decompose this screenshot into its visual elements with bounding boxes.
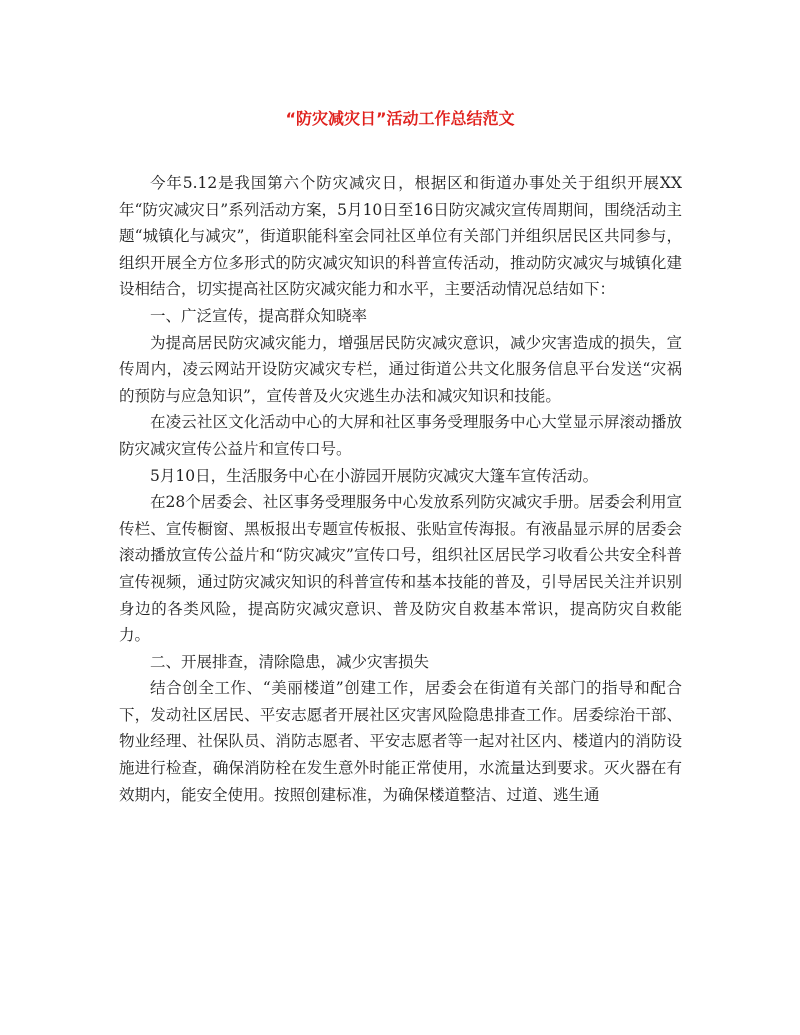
section-heading-2: 二、开展排查，清除隐患，减少灾害损失 [150, 652, 430, 671]
paragraph-handbook: 在28个居委会、社区事务受理服务中心发放系列防灾减灾手册。居委会利用宣传栏、宣传橱窗、黑板报出专题宣传板报、张贴宣传海报。有液晶显示屏的居委会滚动播放宣传公益片和“防灾减灾”宣传口号，组织社区居民学习收看公共安全科普宣传视频，通过防灾减灾知识的科普宣传和基本技能的普及，引导居民关注并识别身边的各类风险，提高防灾减灾意识、普及防灾自救基本常识，提高防灾自救能力。 [119, 493, 682, 645]
paragraph-inspection: 结合创全工作、“美丽楼道”创建工作，居委会在街道有关部门的指导和配合下，发动社区居民、平安志愿者开展社区灾害风险隐患排查工作。居委综治干部、物业经理、社保队员、消防志愿者、平安志愿者等一起对社区内、楼道内的消防设施进行检查，确保消防栓在发生意外时能正常使用，水流量达到要求。灭火器在有效期内，能安全使用。按照创建标准，为确保楼道整洁、过道、逃生通 [119, 679, 682, 804]
paragraph-intro: 今年5.12是我国第六个防灾减灾日，根据区和街道办事处关于组织开展XX年“防灾减灾日”系列活动方案，5月10日至16日防灾减灾宣传周期间，围绕活动主题“城镇化与减灾”，街道职能科室会同社区单位有关部门并组织居民区共同参与，组织开展全方位多形式的防灾减灾知识的科普宣传活动，推动防灾减灾与城镇化建设相结合，切实提高社区防灾减灾能力和水平，主要活动情况总结如下： [119, 174, 682, 299]
paragraph-screen: 在凌云社区文化活动中心的大屏和社区事务受理服务中心大堂显示屏滚动播放防灾减灾宣传公益片和宣传口号。 [119, 413, 682, 458]
section-heading-1: 一、广泛宣传，提高群众知晓率 [150, 306, 368, 325]
document-title: “防灾减灾日”活动工作总结范文 [285, 109, 515, 128]
paragraph-caravan: 5月10日，生活服务中心在小游园开展防灾减灾大篷车宣传活动。 [150, 466, 599, 485]
paragraph-publicity: 为提高居民防灾减灾能力，增强居民防灾减灾意识，减少灾害造成的损失，宣传周内，凌云网站开设防灾减灾专栏，通过街道公共文化服务信息平台发送“灾祸的预防与应急知识”，宣传普及火灾逃生办法和减灾知识和技能。 [119, 333, 682, 405]
document-body [119, 170, 682, 808]
